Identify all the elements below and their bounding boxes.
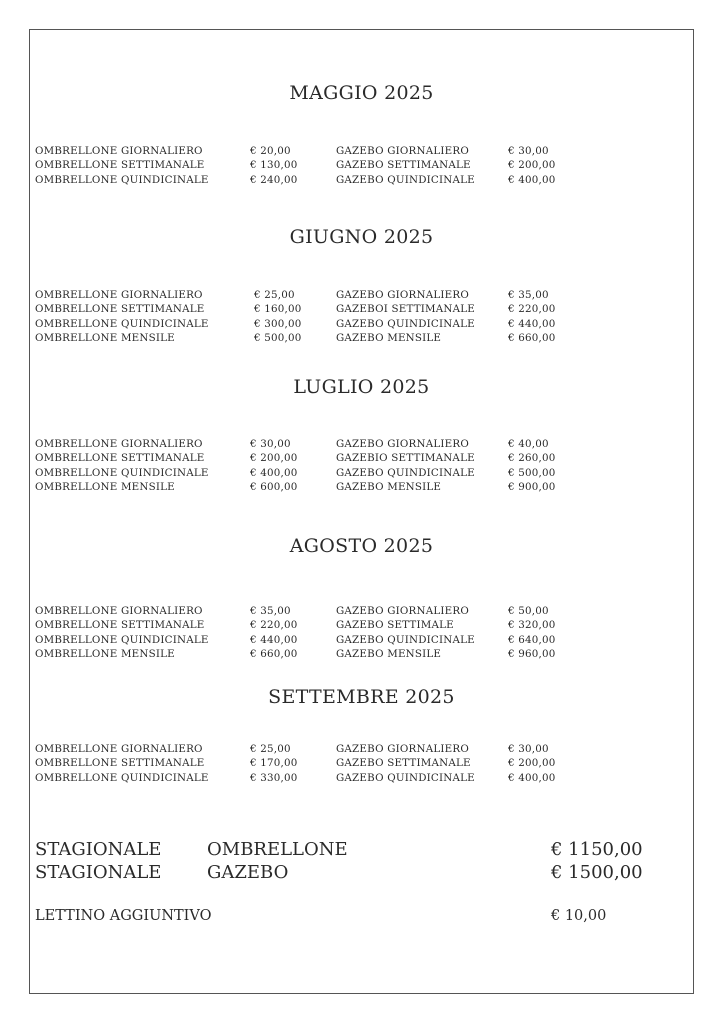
- seasonal-item: GAZEBO: [207, 862, 289, 883]
- item-price: € 960,00: [508, 648, 556, 661]
- item-price: € 200,00: [250, 452, 298, 465]
- extra-label: LETTINO AGGIUNTIVO: [35, 908, 212, 924]
- item-price: € 300,00: [254, 317, 302, 330]
- item-price: € 130,00: [250, 159, 298, 172]
- seasonal-price: € 1500,00: [551, 862, 643, 883]
- item-label: OMBRELLONE QUINDICINALE: [35, 317, 209, 330]
- item-label: GAZEBO MENSILE: [336, 648, 442, 661]
- item-label: GAZEBOI SETTIMANALE: [336, 303, 476, 316]
- item-price: € 220,00: [250, 619, 298, 632]
- item-label: GAZEBO QUINDICINALE: [336, 317, 475, 330]
- item-price: € 440,00: [508, 317, 556, 330]
- item-price: € 330,00: [250, 771, 298, 784]
- item-price: € 35,00: [508, 289, 549, 301]
- item-price: € 660,00: [250, 648, 298, 661]
- item-label: OMBRELLONE SETTIMANALE: [35, 303, 205, 316]
- item-price: € 50,00: [508, 605, 549, 617]
- item-price: € 25,00: [254, 289, 295, 301]
- item-label: GAZEBO SETTIMANALE: [336, 159, 471, 172]
- item-label: GAZEBO GIORNALIERO: [336, 605, 469, 617]
- item-label: GAZEBO GIORNALIERO: [336, 289, 469, 301]
- item-label: OMBRELLONE SETTIMANALE: [35, 452, 205, 465]
- item-price: € 35,00: [250, 605, 291, 617]
- section-title-maggio: MAGGIO 2025: [289, 82, 434, 104]
- item-label: GAZEBO MENSILE: [336, 481, 442, 494]
- item-price: € 220,00: [508, 303, 556, 316]
- item-label: OMBRELLONE GIORNALIERO: [35, 145, 203, 157]
- item-label: GAZEBO GIORNALIERO: [336, 743, 469, 755]
- item-label: OMBRELLONE MENSILE: [35, 481, 175, 494]
- item-price: € 30,00: [508, 743, 549, 755]
- item-price: € 600,00: [250, 481, 298, 494]
- item-label: GAZEBO QUINDICINALE: [336, 771, 475, 784]
- item-label: OMBRELLONE SETTIMANALE: [35, 159, 205, 172]
- item-price: € 200,00: [508, 159, 556, 172]
- item-price: € 240,00: [250, 173, 298, 186]
- item-price: € 500,00: [254, 332, 302, 345]
- section-title-settembre: SETTEMBRE 2025: [268, 686, 455, 708]
- item-price: € 40,00: [508, 438, 549, 450]
- item-price: € 900,00: [508, 481, 556, 494]
- item-label: OMBRELLONE QUINDICINALE: [35, 173, 209, 186]
- item-price: € 20,00: [250, 145, 291, 157]
- seasonal-label: STAGIONALE: [35, 862, 162, 883]
- item-price: € 260,00: [508, 452, 556, 465]
- item-label: GAZEBO QUINDICINALE: [336, 633, 475, 646]
- seasonal-item: OMBRELLONE: [207, 839, 348, 860]
- item-label: OMBRELLONE GIORNALIERO: [35, 743, 203, 755]
- section-title-agosto: AGOSTO 2025: [289, 535, 434, 557]
- extra-price: € 10,00: [551, 908, 607, 924]
- section-title-luglio: LUGLIO 2025: [293, 376, 430, 398]
- item-label: GAZEBO MENSILE: [336, 332, 442, 345]
- item-label: OMBRELLONE SETTIMANALE: [35, 757, 205, 770]
- item-price: € 160,00: [254, 303, 302, 316]
- item-label: OMBRELLONE SETTIMANALE: [35, 619, 205, 632]
- item-label: OMBRELLONE QUINDICINALE: [35, 771, 209, 784]
- item-label: OMBRELLONE MENSILE: [35, 648, 175, 661]
- item-price: € 660,00: [508, 332, 556, 345]
- item-label: OMBRELLONE QUINDICINALE: [35, 466, 209, 479]
- extra-row-lettino: [35, 905, 655, 927]
- item-label: OMBRELLONE GIORNALIERO: [35, 605, 203, 617]
- item-price: € 440,00: [250, 633, 298, 646]
- item-price: € 25,00: [250, 743, 291, 755]
- seasonal-row-gazebo: [35, 861, 655, 884]
- item-price: € 400,00: [250, 466, 298, 479]
- item-label: GAZEBO QUINDICINALE: [336, 466, 475, 479]
- item-label: GAZEBO SETTIMALE: [336, 619, 454, 632]
- item-price: € 400,00: [508, 771, 556, 784]
- item-label: GAZEBIO SETTIMANALE: [336, 452, 475, 465]
- item-price: € 30,00: [508, 145, 549, 157]
- item-label: GAZEBO GIORNALIERO: [336, 145, 469, 157]
- item-label: GAZEBO GIORNALIERO: [336, 438, 469, 450]
- seasonal-label: STAGIONALE: [35, 839, 162, 860]
- section-title-giugno: GIUGNO 2025: [289, 226, 434, 248]
- item-label: OMBRELLONE GIORNALIERO: [35, 438, 203, 450]
- item-label: OMBRELLONE MENSILE: [35, 332, 175, 345]
- seasonal-price: € 1150,00: [551, 839, 643, 860]
- seasonal-row-ombrellone: [35, 838, 655, 861]
- item-price: € 320,00: [508, 619, 556, 632]
- item-price: € 30,00: [250, 438, 291, 450]
- item-price: € 640,00: [508, 633, 556, 646]
- item-price: € 170,00: [250, 757, 298, 770]
- item-label: GAZEBO SETTIMANALE: [336, 757, 471, 770]
- item-price: € 500,00: [508, 466, 556, 479]
- item-label: GAZEBO QUINDICINALE: [336, 173, 475, 186]
- item-price: € 400,00: [508, 173, 556, 186]
- item-label: OMBRELLONE QUINDICINALE: [35, 633, 209, 646]
- item-label: OMBRELLONE GIORNALIERO: [35, 289, 203, 301]
- item-price: € 200,00: [508, 757, 556, 770]
